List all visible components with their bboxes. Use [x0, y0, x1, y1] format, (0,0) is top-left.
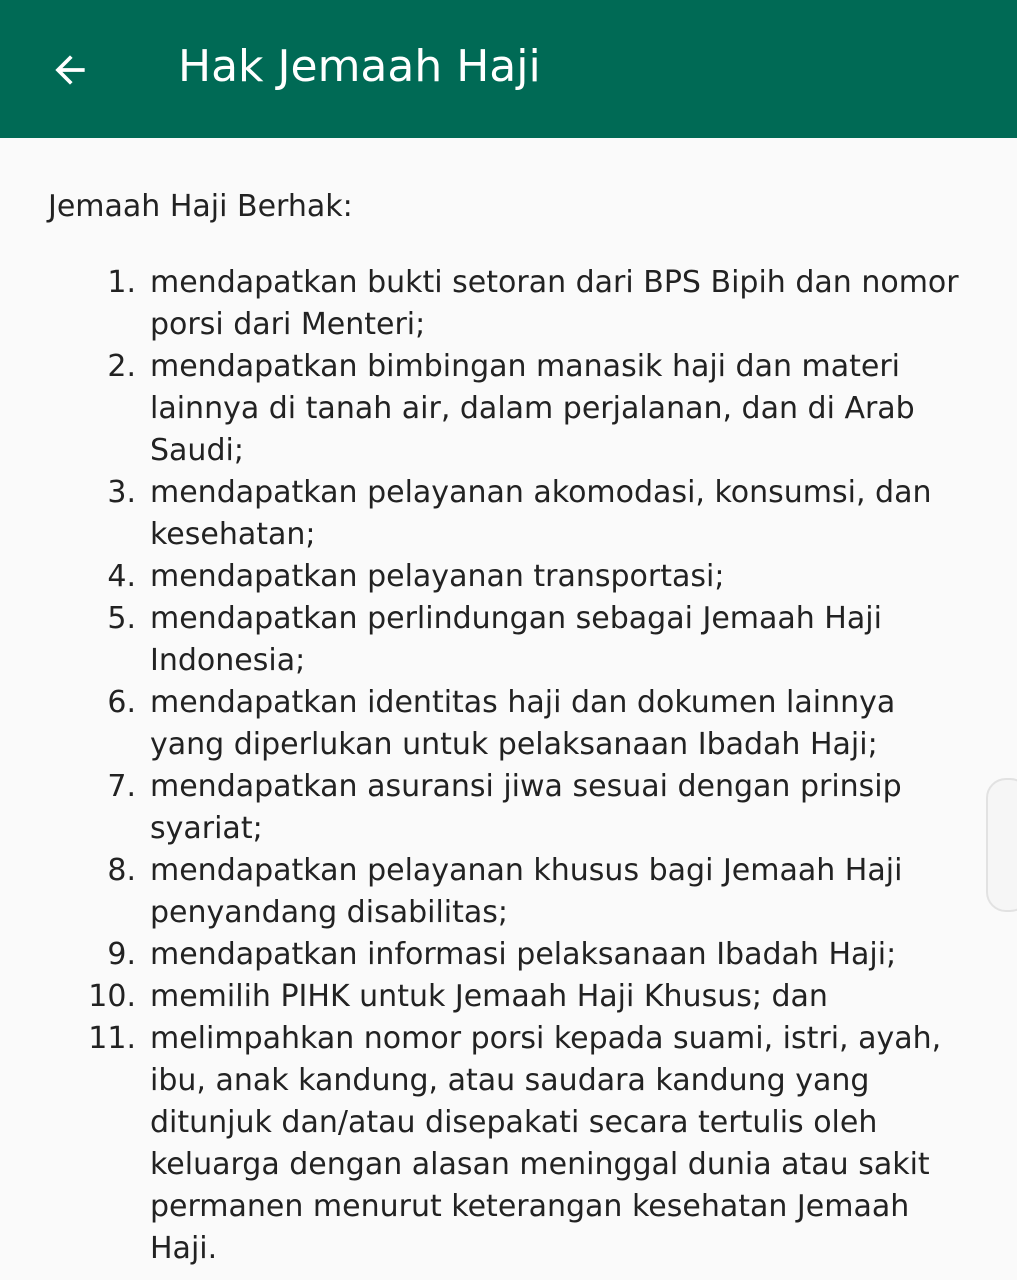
- list-item: [0, 472, 960, 556]
- arrow-left-icon: [48, 48, 92, 92]
- list-item: [0, 850, 960, 934]
- item-number: 8.: [107, 853, 136, 888]
- back-button[interactable]: [38, 38, 102, 102]
- item-number: 9.: [107, 937, 136, 972]
- content-area: [0, 138, 1017, 1280]
- rights-list: [0, 262, 1000, 1270]
- item-number: 4.: [107, 559, 136, 594]
- item-number: 3.: [107, 475, 136, 510]
- item-text: mendapatkan pelayanan akomodasi, konsumsi, dan kesehatan;: [150, 475, 932, 552]
- item-text: mendapatkan informasi pelaksanaan Ibadah Haji;: [150, 937, 897, 972]
- list-item: [0, 976, 960, 1018]
- list-item: [0, 934, 960, 976]
- page-title: Hak Jemaah Haji: [178, 41, 541, 92]
- item-text: mendapatkan asuransi jiwa sesuai dengan prinsip syariat;: [150, 769, 902, 846]
- item-text: mendapatkan identitas haji dan dokumen lainnya yang diperlukan untuk pelaksanaan Ibadah Haji;: [150, 685, 896, 762]
- item-number: 7.: [107, 769, 136, 804]
- list-item: [0, 682, 960, 766]
- item-text: mendapatkan bukti setoran dari BPS Bipih dan nomor porsi dari Menteri;: [150, 265, 959, 342]
- item-number: 10.: [88, 979, 136, 1014]
- list-item: [0, 556, 960, 598]
- item-text: melimpahkan nomor porsi kepada suami, istri, ayah, ibu, anak kandung, atau saudara kandung yang ditunjuk dan/atau disepakati secara tertulis oleh keluarga dengan alasan meninggal dunia atau sakit permanen menurut keterangan kesehatan Jemaah Haji.: [150, 1021, 942, 1266]
- item-text: mendapatkan perlindungan sebagai Jemaah Haji Indonesia;: [150, 601, 882, 678]
- item-number: 2.: [107, 349, 136, 384]
- item-text: memilih PIHK untuk Jemaah Haji Khusus; dan: [150, 979, 828, 1014]
- list-item: [0, 1018, 960, 1270]
- list-item: [0, 598, 960, 682]
- item-number: 1.: [107, 265, 136, 300]
- item-text: mendapatkan pelayanan khusus bagi Jemaah Haji penyandang disabilitas;: [150, 853, 903, 930]
- item-number: 11.: [88, 1021, 136, 1056]
- item-number: 6.: [107, 685, 136, 720]
- app-bar: [0, 0, 1017, 138]
- scroll-handle[interactable]: [986, 778, 1017, 912]
- item-number: 5.: [107, 601, 136, 636]
- item-text: mendapatkan bimbingan manasik haji dan materi lainnya di tanah air, dalam perjalanan, dan di Arab Saudi;: [150, 349, 915, 468]
- list-item: [0, 766, 960, 850]
- intro-text: Jemaah Haji Berhak:: [48, 189, 353, 224]
- item-text: mendapatkan pelayanan transportasi;: [150, 559, 725, 594]
- list-item: [0, 346, 960, 472]
- list-item: [0, 262, 960, 346]
